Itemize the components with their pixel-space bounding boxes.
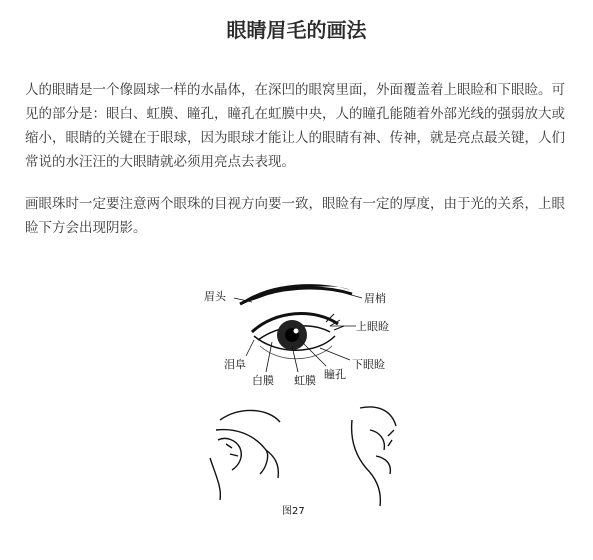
label-brow-head: 眉头 — [204, 290, 226, 303]
paragraph-intro: 人的眼睛是一个像圆球一样的水晶体，在深凹的眼窝里面，外面覆盖着上眼睑和下眼睑。可见的部分是：眼白、虹膜、瞳孔，瞳孔在虹膜中央，人的瞳孔能随着外部光线的强弱放大或缩小，眼睛的关键在于眼球，因为眼球才能让人的眼睛有神、传神，就是亮点最关键，人们常说的水汪汪的大眼睛就必须用亮点去表现。 — [25, 82, 565, 170]
label-iris: 虹膜 — [294, 374, 316, 387]
label-upper-lid: 上眼睑 — [356, 320, 389, 333]
label-brow-tail: 眉梢 — [364, 292, 386, 305]
eyebrow-drawing — [242, 284, 350, 302]
paragraph-tips: 画眼珠时一定要注意两个眼珠的目视方向要一致，眼睑有一定的厚度，由于光的关系，上眼睑下方会出现阴影。 — [25, 196, 565, 236]
label-pupil: 瞳孔 — [324, 368, 346, 381]
eye-profile-sketch-left — [210, 410, 280, 500]
label-tear-duct: 泪阜 — [224, 358, 246, 371]
eye-diagram — [180, 280, 430, 525]
figure-caption: 图27 — [282, 506, 305, 517]
label-lower-lid: 下眼睑 — [352, 358, 385, 371]
eye-profile-sketch-right — [352, 407, 396, 506]
page-title: 眼睛眉毛的画法 — [226, 18, 367, 42]
label-white: 白膜 — [252, 374, 274, 387]
